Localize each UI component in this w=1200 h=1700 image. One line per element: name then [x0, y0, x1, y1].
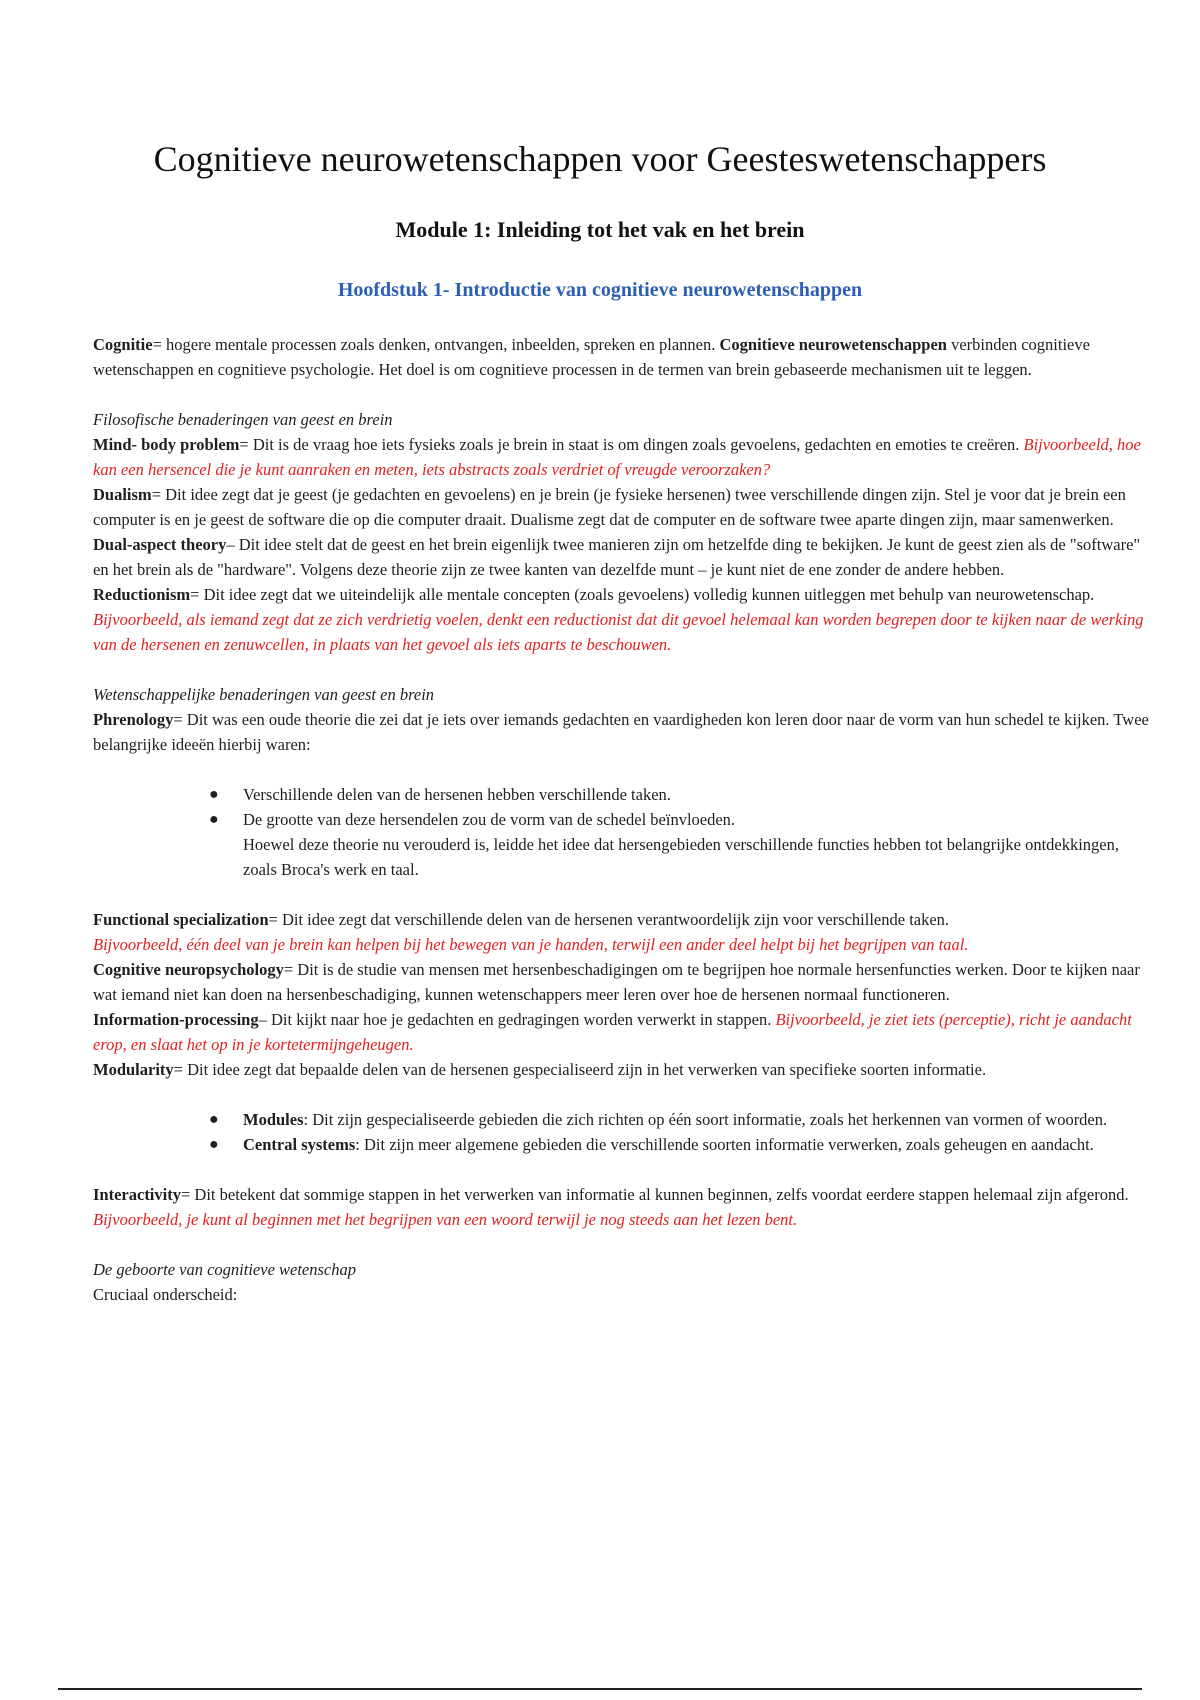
chapter-heading: Hoofdstuk 1- Introductie van cognitieve neurowetenschappen [337, 279, 863, 301]
functional-text: = Dit idee zegt dat verschillende delen van de hersenen verantwoordelijk zijn voor verschillende taken. [268, 910, 950, 929]
cog-neuro-text: = Dit is de studie van mensen met hersenbeschadigingen om te begrijpen hoe normale hersenfuncties werken. Door te kijken naar wat iemand niet kan doen na hersenbeschadiging, kunnen wetenschappers meer leren over hoe de hersenen normaal functioneren. [93, 960, 1140, 1004]
modularity-text: = Dit idee zegt dat bepaalde delen van de hersenen gespecialiseerd zijn in het verwerken van specifieke soorten informatie. [173, 1060, 987, 1079]
paragraph-phrenology [93, 707, 1155, 757]
document-body [93, 332, 1155, 1307]
list-item: ● Modules: Dit zijn gespecialiseerde gebieden die zich richten op één soort informatie, zoals het herkennen van vormen of woorden. [93, 1107, 1155, 1132]
bullet-icon: ● [209, 786, 219, 803]
paragraph-modularity [93, 1057, 1155, 1082]
term-cognitieve-neurowetenschappen: Cognitieve neurowetenschappen [719, 335, 947, 354]
term-interactivity: Interactivity [93, 1185, 181, 1204]
subheading-philosophical: Filosofische benaderingen van geest en brein [93, 410, 393, 429]
term-information-processing: Information-processing [93, 1010, 259, 1029]
reductionism-text: = Dit idee zegt dat we uiteindelijk alle mentale concepten (zoals gevoelens) volledig kunnen uitleggen met behulp van neurowetenschap. [190, 585, 1095, 604]
reductionism-example: Bijvoorbeeld, als iemand zegt dat ze zich verdrietig voelen, denkt een reductionist dat dit gevoel helemaal kan worden begrepen door te kijken naar de werking van de hersenen en zenuwcellen, in plaats van het gevoel als iets aparts te beschouwen. [93, 610, 1144, 654]
phrenology-continuation: Hoewel deze theorie nu verouderd is, leidde het idee dat hersengebieden verschillende functies hebben tot belangrijke ontdekkingen, zoals Broca's werk en taal. [243, 835, 1120, 879]
phrenology-bullet-list [93, 782, 1155, 832]
paragraph-cruciaal: Cruciaal onderscheid: [93, 1285, 238, 1304]
term-dualism: Dualism [93, 485, 152, 504]
document-title: Cognitieve neurowetenschappen voor Geesteswetenschappers [153, 139, 1047, 179]
bullet-icon: ● [209, 1111, 219, 1128]
list-item: ● Central systems: Dit zijn meer algemene gebieden die verschillende soorten informatie verwerken, zoals geheugen en aandacht. [93, 1132, 1155, 1157]
paragraph-dualism [93, 482, 1155, 532]
intro-text-1: = hogere mentale processen zoals denken, ontvangen, inbeelden, spreken en plannen. [152, 335, 720, 354]
term-cognitive-neuropsychology: Cognitive neuropsychology [93, 960, 284, 979]
modularity-bullet-list [93, 1107, 1155, 1157]
info-processing-example: Bijvoorbeeld, je ziet iets (perceptie), richt je aandacht erop, en slaat het op in je kortetermijngeheugen. [93, 1010, 1132, 1054]
term-cognitie: Cognitie [93, 335, 153, 354]
dualism-text: = Dit idee zegt dat je geest (je gedachten en gevoelens) en je brein (je fysieke hersenen) twee verschillende dingen zijn. Stel je voor dat je brein een computer is en je geest de software die op die computer draait. Dualisme zegt dat de computer en de software twee aparte dingen zijn, maar samenwerken. [93, 485, 1126, 529]
info-processing-text: – Dit kijkt naar hoe je gedachten en gedragingen worden verwerkt in stappen. [258, 1010, 776, 1029]
bullet-icon: ● [209, 1136, 219, 1153]
term-functional-specialization: Functional specialization [93, 910, 269, 929]
intro-text-2: verbinden cognitieve wetenschappen en cognitieve psychologie. Het doel is om cognitieve processen in de termen van brein gebaseerde mechanismen uit te leggen. [93, 335, 1090, 379]
mind-body-text: = Dit is de vraag hoe iets fysieks zoals je brein in staat is om dingen zoals gevoelens, gedachten en emoties te creëren. [239, 435, 1024, 454]
paragraph-reductionism [93, 582, 1155, 657]
list-item: ● De grootte van deze hersendelen zou de vorm van de schedel beïnvloeden. [93, 807, 1155, 832]
page-divider [58, 1688, 1142, 1690]
interactivity-text: = Dit betekent dat sommige stappen in het verwerken van informatie al kunnen beginnen, zelfs voordat eerdere stappen helemaal zijn afgerond. [180, 1185, 1129, 1204]
paragraph-interactivity [93, 1182, 1155, 1232]
dual-aspect-text: – Dit idee stelt dat de geest en het brein eigenlijk twee manieren zijn om hetzelfde ding te bekijken. Je kunt de geest zien als de "software" en het brein als de "hardware". Volgens deze theorie zijn ze twee kanten van dezelfde munt – je kunt niet de ene zonder de andere hebben. [93, 535, 1141, 579]
paragraph-dual-aspect [93, 532, 1155, 582]
phrenology-text: = Dit was een oude theorie die zei dat je iets over iemands gedachten en vaardigheden kon leren door naar de vorm van hun schedel te kijken. Twee belangrijke ideeën hierbij waren: [93, 710, 1149, 754]
paragraph-cognitive-neuropsychology [93, 957, 1155, 1007]
paragraph-functional-specialization [93, 907, 1155, 957]
mind-body-example: Bijvoorbeeld, hoe kan een hersencel die je kunt aanraken en meten, iets abstracts zoals verdriet of vreugde veroorzaken? [93, 435, 1141, 479]
functional-example: Bijvoorbeeld, één deel van je brein kan helpen bij het bewegen van je handen, terwijl een ander deel helpt bij het begrijpen van taal. [93, 935, 969, 954]
module-heading: Module 1: Inleiding tot het vak en het brein [395, 217, 805, 242]
term-modularity: Modularity [93, 1060, 174, 1079]
interactivity-example: Bijvoorbeeld, je kunt al beginnen met het begrijpen van een woord terwijl je nog steeds aan het lezen bent. [93, 1210, 798, 1229]
term-reductionism: Reductionism [93, 585, 191, 604]
term-dual-aspect: Dual-aspect theory [93, 535, 227, 554]
term-mind-body: Mind- body problem [93, 435, 240, 454]
intro-paragraph [93, 332, 1155, 382]
paragraph-information-processing [93, 1007, 1155, 1057]
subheading-birth: De geboorte van cognitieve wetenschap [93, 1260, 356, 1279]
subheading-scientific: Wetenschappelijke benaderingen van geest en brein [93, 685, 435, 704]
list-item: ● Verschillende delen van de hersenen hebben verschillende taken. [93, 782, 1155, 807]
paragraph-mind-body [93, 432, 1155, 482]
term-phrenology: Phrenology [93, 710, 174, 729]
bullet-icon: ● [209, 811, 219, 828]
